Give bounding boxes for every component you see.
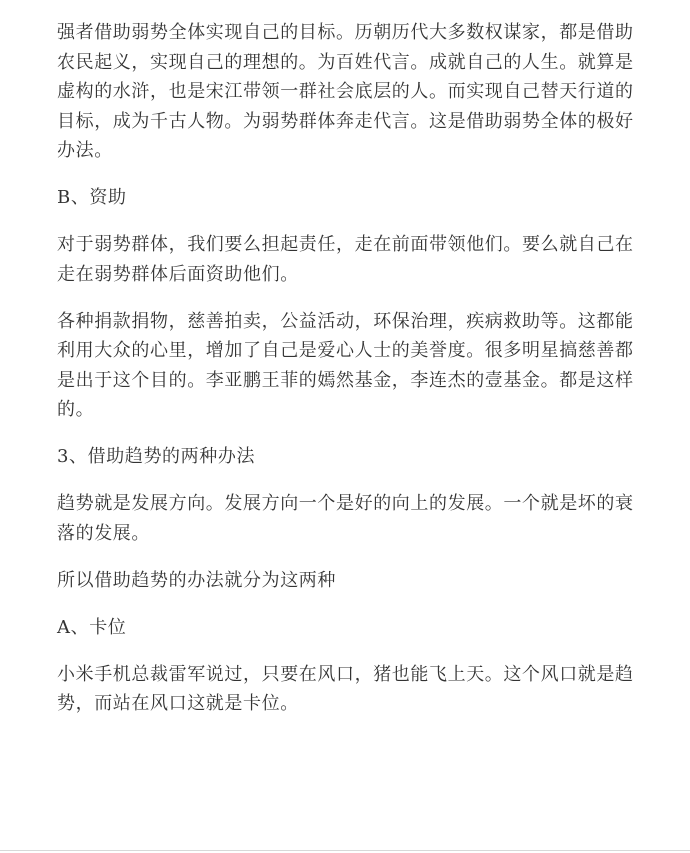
bottom-divider xyxy=(0,850,690,851)
subheading-sponsorship: B、资助 xyxy=(57,187,127,208)
section-heading-trend-methods: 3、借助趋势的两种办法 xyxy=(57,446,256,467)
subheading-positioning: A、卡位 xyxy=(57,616,127,638)
article-body xyxy=(57,18,642,736)
paragraph-responsibility: 对于弱势群体，我们要么担起责任，走在前面带领他们。要么就自己在走在弱势群体后面资助他们。 xyxy=(57,234,634,285)
paragraph-xiaomi-quote: 小米手机总裁雷军说过，只要在风口，猪也能飞上天。这个风口就是趋势，而站在风口这就是卡位。 xyxy=(57,663,634,714)
paragraph-trend-definition: 趋势就是发展方向。发展方向一个是好的向上的发展。一个就是坏的衰落的发展。 xyxy=(57,493,634,544)
paragraph-charity: 各种捐款捐物，慈善拍卖，公益活动，环保治理，疾病救助等。这都能利用大众的心里，增加了自己是爱心人士的美誉度。很多明星搞慈善都是出于这个目的。李亚鹏王菲的嫣然基金，李连杰的壹基金。都是这样的。 xyxy=(57,310,634,420)
paragraph-weak-group-leverage: 强者借助弱势全体实现自己的目标。历朝历代大多数权谋家，都是借助农民起义，实现自己的理想的。为百姓代言。成就自己的人生。就算是虚构的水浒，也是宋江带领一群社会底层的人。而实现自己替天行道的目标，成为千古人物。为弱势群体奔走代言。这是借助弱势全体的极好办法。 xyxy=(57,22,634,161)
paragraph-trend-two-ways: 所以借助趋势的办法就分为这两种 xyxy=(57,569,336,591)
